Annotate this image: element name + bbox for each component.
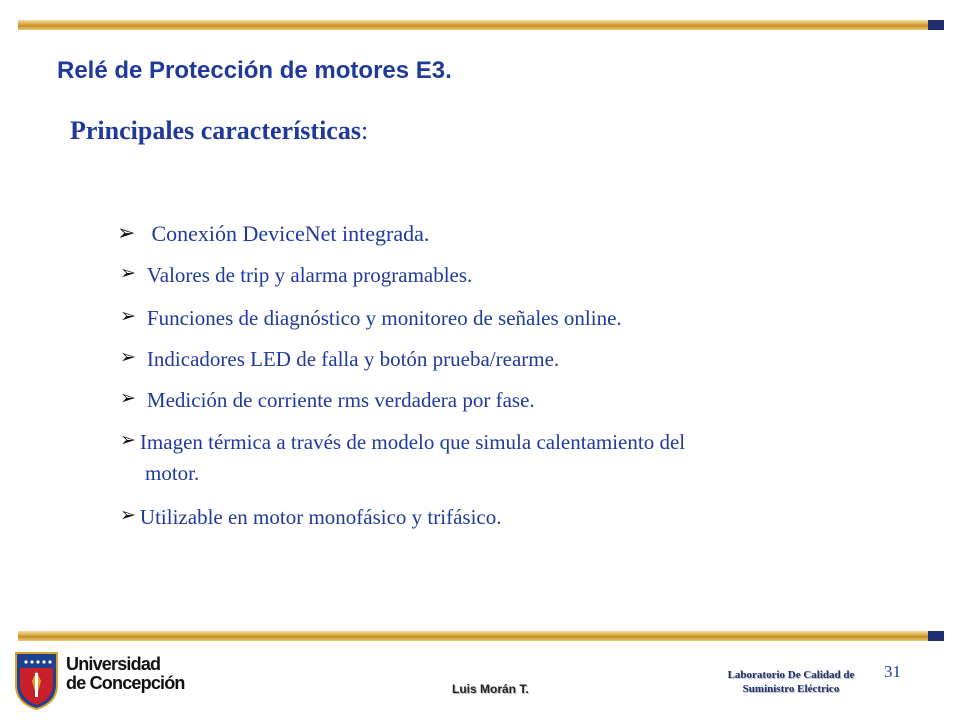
list-item-text: motor.: [145, 461, 200, 485]
list-item: [117, 220, 429, 248]
slide-subtitle: [70, 116, 368, 146]
arrow-bullet-icon: ➢: [120, 347, 136, 368]
bottom-divider-bar: [18, 631, 942, 641]
lab-name-line2: Suministro Eléctrico: [742, 683, 840, 695]
subtitle-colon: :: [360, 116, 369, 145]
arrow-bullet-icon: ➢: [120, 430, 136, 451]
list-item: [120, 261, 472, 289]
university-name-line1: Universidad: [66, 654, 161, 674]
arrow-bullet-icon: ➢: [117, 220, 136, 245]
list-item-continuation: [145, 459, 199, 487]
list-item: [120, 503, 502, 531]
arrow-bullet-icon: ➢: [120, 505, 136, 526]
slide-title: Relé de Protección de motores E3.: [57, 57, 452, 84]
university-name-line2: de Concepción: [66, 673, 185, 693]
top-divider-cap: [928, 20, 944, 30]
arrow-bullet-icon: ➢: [120, 263, 136, 284]
list-item-text: Indicadores LED de falla y botón prueba/rearme.: [146, 347, 560, 371]
list-item-text: Valores de trip y alarma programables.: [146, 263, 473, 287]
university-shield-logo-icon: [14, 651, 59, 711]
page-number: 31: [884, 662, 901, 681]
bottom-divider-cap: [928, 631, 944, 641]
list-item-text: Funciones de diagnóstico y monitoreo de señales online.: [146, 306, 622, 330]
author-name: Luis Morán T.: [452, 682, 529, 696]
list-item: [120, 304, 622, 332]
list-item-text: Medición de corriente rms verdadera por fase.: [146, 388, 535, 412]
list-item-text: Imagen térmica a través de modelo que simula calentamiento del: [139, 430, 686, 454]
list-item-text: Utilizable en motor monofásico y trifásico.: [139, 505, 502, 529]
list-item: [120, 345, 559, 373]
lab-name-line1: Laboratorio De Calidad de: [727, 669, 855, 681]
subtitle-text: Principales características: [70, 116, 361, 145]
list-item-text: Conexión DeviceNet integrada.: [151, 221, 430, 246]
arrow-bullet-icon: ➢: [120, 388, 136, 409]
lab-name: [706, 668, 876, 696]
university-name: [66, 655, 185, 693]
list-item: [120, 428, 685, 456]
arrow-bullet-icon: ➢: [120, 306, 136, 327]
list-item: [120, 386, 535, 414]
top-divider-bar: [18, 20, 942, 30]
